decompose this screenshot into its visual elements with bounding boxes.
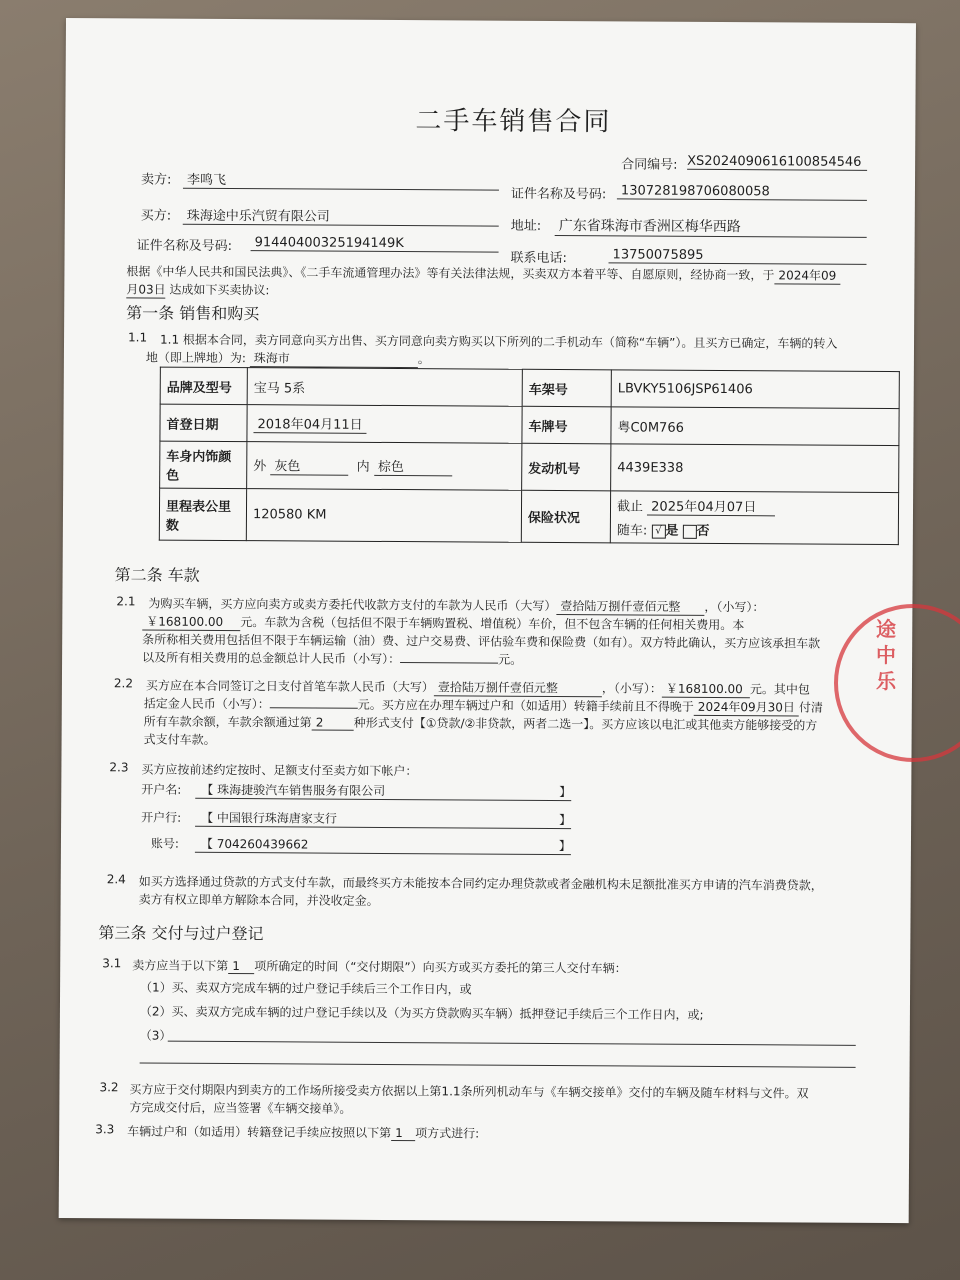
mileage-label: 里程表公里数: [159, 488, 246, 541]
option-3-line-2: [140, 1062, 856, 1067]
contract-page: [59, 18, 916, 1223]
clause-2-3-line-1: 买方应按前述约定按时、足额支付至卖方如下帐户：: [141, 762, 418, 779]
clause-3-1-option-2: （2）买、卖双方完成车辆的过户登记手续以及（为买方贷款购买车辆）抵押登记手续后三个工作日内，或;: [139, 1004, 704, 1022]
reg-date-label: 首登日期: [160, 404, 247, 442]
seller-id-label: 证件名称及号码:: [510, 186, 607, 203]
ins-until-label: 截止: [616, 499, 644, 515]
clause-2-4-line-2: 卖方有权立即单方解除本合同，并没收定金。: [138, 892, 379, 908]
yes-checkbox[interactable]: √: [651, 524, 665, 538]
company-seal-text: 途中乐: [876, 617, 896, 693]
clause-3-1-option-3: （3）: [139, 1028, 172, 1043]
buyer-id: 91440400325194149K: [251, 235, 499, 253]
no-label: 否: [696, 523, 710, 539]
account-number: 【 704260439662 】: [195, 835, 571, 855]
seller-label: 卖方:: [140, 172, 172, 188]
address: 广东省珠海市香洲区梅华西路: [555, 215, 867, 238]
yes-label: 是: [665, 523, 679, 539]
clause-2-4-number: 2.4: [106, 872, 126, 887]
clause-3-1-number: 3.1: [102, 956, 122, 971]
clause-2-1-line-3: 条所称相关费用包括但不限于车辆运输（油）费、过户交易费、评估验车费和保险费（如有）。双方特此确认，买方应该承担车款: [142, 632, 821, 651]
clause-2-1-line-4: 以及所有相关费用的总金额总计人民币（小写）： 元。: [142, 650, 523, 667]
color-cell: [247, 442, 522, 491]
buyer-id-label: 证件名称及号码:: [136, 238, 233, 255]
clause-3-2-line-1: 买方应于交付期限内到卖方的工作场所接受卖方依据以上第1.1条所列机动车与《车辆交接单》交付的车辆及随车材料与文件。双: [129, 1082, 809, 1101]
clause-2-2-line-2: 括定金人民币（小写）： 元。买方应在办理车辆过户和（如适用）转籍手续前且不得晚于 2024年09月30日 付清: [143, 696, 823, 715]
engine-value: 4439E338: [611, 444, 899, 493]
option-3-line-1: [168, 1041, 856, 1046]
clause-3-1-option-1: （1）买、卖双方完成车辆的过户登记手续后三个工作日内，或: [140, 980, 472, 997]
clause-2-2-line-1: 买方应在本合同签订之日支付首笔车款人民币（大写） 壹拾陆万捌仟壹佰元整 ，（小写）： ￥168100.00 元。其中包: [145, 678, 811, 697]
buyer-name: 珠海途中乐汽贸有限公司: [183, 205, 499, 227]
seller-name: 李鸣飞: [183, 169, 499, 191]
reg-date-value: 2018年04月11日: [253, 413, 366, 434]
article-1-title: 第一条 销售和购买: [126, 303, 260, 324]
clause-1-1-line-2: 地（即上牌地）为: 珠海市 。: [145, 350, 430, 367]
engine-label: 发动机号: [522, 443, 611, 491]
clause-2-2-number: 2.2: [113, 676, 134, 691]
phone-label: 联系电话:: [510, 250, 567, 267]
int-color-value: 棕色: [374, 456, 452, 476]
phone: 13750075895: [609, 247, 867, 265]
mileage-value: 120580 KM: [246, 489, 521, 543]
clause-2-1-line-1: 为购买车辆，买方应向卖方或卖方委托代收款方支付的车款为人民币（大写） 壹拾陆万捌仟壹佰元整 ，（小写）：: [148, 596, 765, 615]
preamble-line-1: 根据《中华人民共和国民法典》、《二手车流通管理办法》等有关法律法规，买卖双方本着平等、自愿原则，经协商一致，于 2024年09: [126, 262, 840, 284]
clause-2-1-line-2: ￥168100.00 元。车款为含税（包括但不限于车辆购置税、增值税）车价，但不包含车辆的任何相关费用。本: [142, 612, 744, 634]
brand-label: 品牌及型号: [160, 367, 247, 405]
insurance-cell: [610, 491, 898, 545]
ext-color-value: 灰色: [270, 455, 348, 475]
ext-color-label: 外: [253, 459, 267, 475]
account-bank-label: 开户行:: [141, 810, 182, 825]
clause-3-3-line-1: 车辆过户和（如适用）转籍登记手续应按照以下第 1 项方式进行:: [127, 1124, 480, 1141]
insurance-label: 保险状况: [521, 490, 610, 543]
vehicle-table: [159, 367, 900, 546]
article-2-title: 第二条 车款: [114, 565, 200, 585]
clause-1-1-number: 1.1: [128, 330, 148, 345]
clause-2-4-line-1: 如买方选择通过贷款的方式支付车款，而最终买方未能按本合同约定办理贷款或者金融机构未足额批准买方申请的汽车消费贷款，: [138, 874, 823, 893]
preamble-line-2: 月03日 达成如下买卖协议:: [126, 282, 270, 298]
vin-label: 车架号: [522, 369, 611, 407]
plate-label: 车牌号: [522, 406, 611, 444]
account-bank: 【 中国银行珠海唐家支行 】: [195, 809, 571, 829]
account-number-label: 账号:: [150, 836, 180, 851]
seller-id: 130728198706080058: [617, 183, 867, 201]
contract-no-label: 合同编号:: [621, 157, 678, 173]
buyer-label: 买方:: [140, 208, 172, 224]
article-3-title: 第三条 交付与过户登记: [98, 923, 264, 944]
account-name-label: 开户名:: [141, 782, 182, 797]
plate-value: 粤C0M766: [611, 407, 899, 446]
color-label: 车身内饰颜色: [160, 441, 247, 489]
clause-3-2-number: 3.2: [99, 1080, 119, 1095]
clause-2-3-number: 2.3: [109, 760, 129, 775]
clause-3-1-line-1: 卖方应当于以下第 1 项所确定的时间（“交付期限”）向买方或买方委托的第三人交付车辆：: [132, 958, 627, 976]
page-title: 二手车销售合同: [415, 106, 612, 138]
contract-no: XS20240906161008545​46: [687, 154, 867, 171]
int-color-label: 内: [356, 459, 370, 475]
address-label: 地址:: [510, 218, 542, 234]
clause-3-2-line-2: 方完成交付后，应当签署《车辆交接单》。: [129, 1100, 352, 1116]
ins-until-value: 2025年04月07日: [647, 496, 775, 517]
clause-1-1-line-1: 1.1 根据本合同，卖方同意向买方出售、买方同意向卖方购买以下所列的二手机动车（简称“车辆”）。且买方已确定，车辆的转入: [159, 332, 838, 351]
account-name: 【 珠海捷骏汽车销售服务有限公司 】: [195, 781, 571, 801]
brand-value: 宝马 5系: [247, 368, 522, 407]
reg-date-cell: [247, 405, 522, 444]
clause-2-2-line-4: 式支付车款。: [143, 732, 216, 747]
with-car-label: 随车:: [616, 523, 648, 539]
no-checkbox[interactable]: [683, 524, 697, 538]
clause-3-3-number: 3.3: [95, 1122, 115, 1137]
vin-value: LBVKY5106JSP61406: [611, 370, 899, 409]
clause-2-2-line-3: 所有车款余额，车款余额通过第 2 种形式支付【①贷款/②非贷款，两者二选一】。买方应该以电汇或其他卖方能够接受的方: [143, 714, 818, 733]
clause-2-1-number: 2.1: [116, 594, 136, 609]
